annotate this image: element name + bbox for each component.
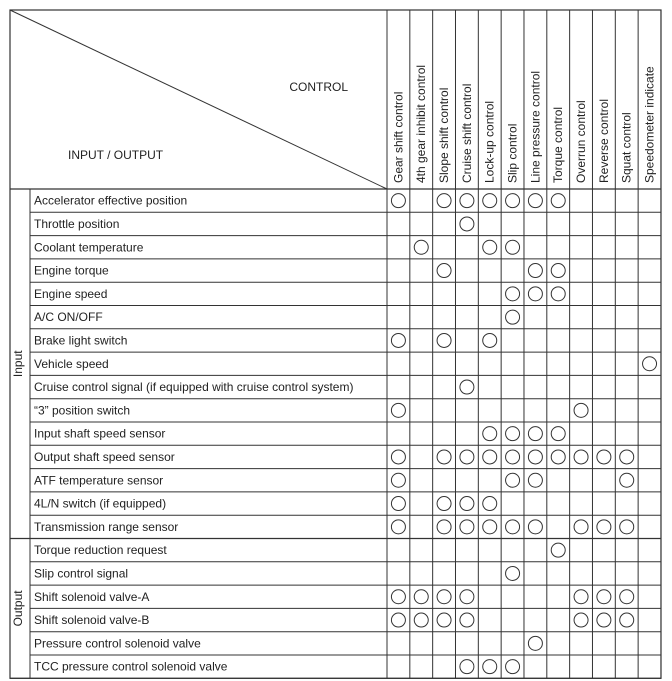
circle-mark: [460, 380, 474, 394]
circle-mark: [460, 613, 474, 627]
circle-mark: [643, 357, 657, 371]
circle-mark: [620, 520, 634, 534]
group-label: Input: [11, 350, 25, 378]
circle-mark: [391, 497, 405, 511]
circle-mark: [620, 590, 634, 604]
column-header: Squat control: [619, 112, 634, 183]
circle-mark: [528, 450, 542, 464]
circle-mark: [391, 333, 405, 347]
row-label: Engine torque: [34, 263, 109, 278]
row-label: Shift solenoid valve-A: [34, 589, 150, 604]
row-label: Coolant temperature: [34, 240, 144, 255]
circle-mark: [597, 613, 611, 627]
circle-mark: [391, 613, 405, 627]
circle-mark: [460, 520, 474, 534]
row-label: 4L/N switch (if equipped): [34, 496, 167, 511]
circle-mark: [483, 240, 497, 254]
circle-mark: [597, 590, 611, 604]
circle-mark: [483, 660, 497, 674]
circle-mark: [528, 520, 542, 534]
circle-mark: [597, 450, 611, 464]
circle-mark: [506, 566, 520, 580]
circle-mark: [506, 520, 520, 534]
column-header: Slope shift control: [437, 87, 452, 183]
circle-mark: [574, 613, 588, 627]
circle-mark: [597, 520, 611, 534]
circle-mark: [437, 497, 451, 511]
circle-mark: [620, 450, 634, 464]
circle-mark: [528, 264, 542, 278]
circle-mark: [391, 450, 405, 464]
row-label: Vehicle speed: [34, 356, 109, 371]
circle-mark: [528, 473, 542, 487]
column-header: Lock-up control: [482, 100, 497, 183]
column-header: Torque control: [551, 106, 566, 183]
row-label: A/C ON/OFF: [34, 310, 103, 325]
circle-mark: [437, 590, 451, 604]
row-label: Cruise control signal (if equipped with cruise control system): [34, 380, 354, 395]
circle-mark: [460, 194, 474, 208]
row-label: Engine speed: [34, 286, 108, 301]
circle-mark: [391, 473, 405, 487]
row-label: “3” position switch: [34, 403, 131, 418]
column-header: Speedometer indicate: [642, 66, 657, 183]
circle-mark: [574, 450, 588, 464]
circle-mark: [483, 194, 497, 208]
circle-mark: [483, 333, 497, 347]
circle-mark: [460, 590, 474, 604]
circle-mark: [574, 520, 588, 534]
circle-mark: [506, 194, 520, 208]
circle-mark: [528, 194, 542, 208]
circle-mark: [506, 240, 520, 254]
circle-mark: [460, 450, 474, 464]
circle-mark: [437, 520, 451, 534]
circle-mark: [414, 590, 428, 604]
circle-mark: [437, 194, 451, 208]
row-label: Pressure control solenoid valve: [34, 636, 201, 651]
circle-mark: [551, 427, 565, 441]
circle-mark: [437, 333, 451, 347]
circle-mark: [506, 310, 520, 324]
circle-mark: [460, 217, 474, 231]
circle-mark: [437, 264, 451, 278]
circle-mark: [506, 473, 520, 487]
circle-mark: [414, 613, 428, 627]
row-label: Slip control signal: [34, 566, 129, 581]
column-header: Overrun control: [574, 100, 589, 183]
circle-mark: [528, 636, 542, 650]
circle-mark: [483, 427, 497, 441]
circle-mark: [460, 660, 474, 674]
circle-mark: [551, 287, 565, 301]
row-label: TCC pressure control solenoid valve: [34, 659, 228, 674]
circle-mark: [506, 450, 520, 464]
row-label: Shift solenoid valve-B: [34, 613, 150, 628]
column-header: Gear shift control: [391, 91, 406, 183]
circle-mark: [528, 287, 542, 301]
circle-mark: [551, 264, 565, 278]
circle-mark: [391, 194, 405, 208]
column-header: Cruise shift control: [459, 83, 474, 183]
row-label: Torque reduction request: [34, 543, 167, 558]
circle-mark: [483, 520, 497, 534]
row-label: Throttle position: [34, 216, 120, 231]
circle-mark: [620, 473, 634, 487]
circle-mark: [391, 520, 405, 534]
column-header: 4th gear inhibit control: [414, 64, 429, 183]
circle-mark: [437, 450, 451, 464]
circle-mark: [506, 660, 520, 674]
row-label: Accelerator effective position: [34, 193, 188, 208]
column-header: Line pressure control: [528, 70, 543, 183]
circle-mark: [506, 287, 520, 301]
row-label: Transmission range sensor: [34, 519, 179, 534]
circle-mark: [460, 497, 474, 511]
circle-mark: [391, 590, 405, 604]
column-header: Slip control: [505, 123, 520, 183]
row-label: ATF temperature sensor: [34, 473, 164, 488]
circle-mark: [391, 403, 405, 417]
group-label: Output: [11, 590, 25, 627]
circle-mark: [551, 543, 565, 557]
corner-input-output-label: INPUT / OUTPUT: [68, 148, 164, 162]
circle-mark: [506, 427, 520, 441]
circle-mark: [437, 613, 451, 627]
circle-mark: [551, 450, 565, 464]
circle-mark: [414, 240, 428, 254]
row-label: Input shaft speed sensor: [34, 426, 166, 441]
circle-mark: [528, 427, 542, 441]
circle-mark: [551, 194, 565, 208]
circle-mark: [574, 403, 588, 417]
column-header: Reverse control: [596, 98, 611, 183]
corner-diagonal: [10, 10, 387, 189]
circle-mark: [574, 590, 588, 604]
row-label: Brake light switch: [34, 333, 128, 348]
row-label: Output shaft speed sensor: [34, 449, 175, 464]
corner-control-label: CONTROL: [289, 80, 348, 94]
circle-mark: [483, 497, 497, 511]
circle-mark: [483, 450, 497, 464]
circle-mark: [620, 613, 634, 627]
